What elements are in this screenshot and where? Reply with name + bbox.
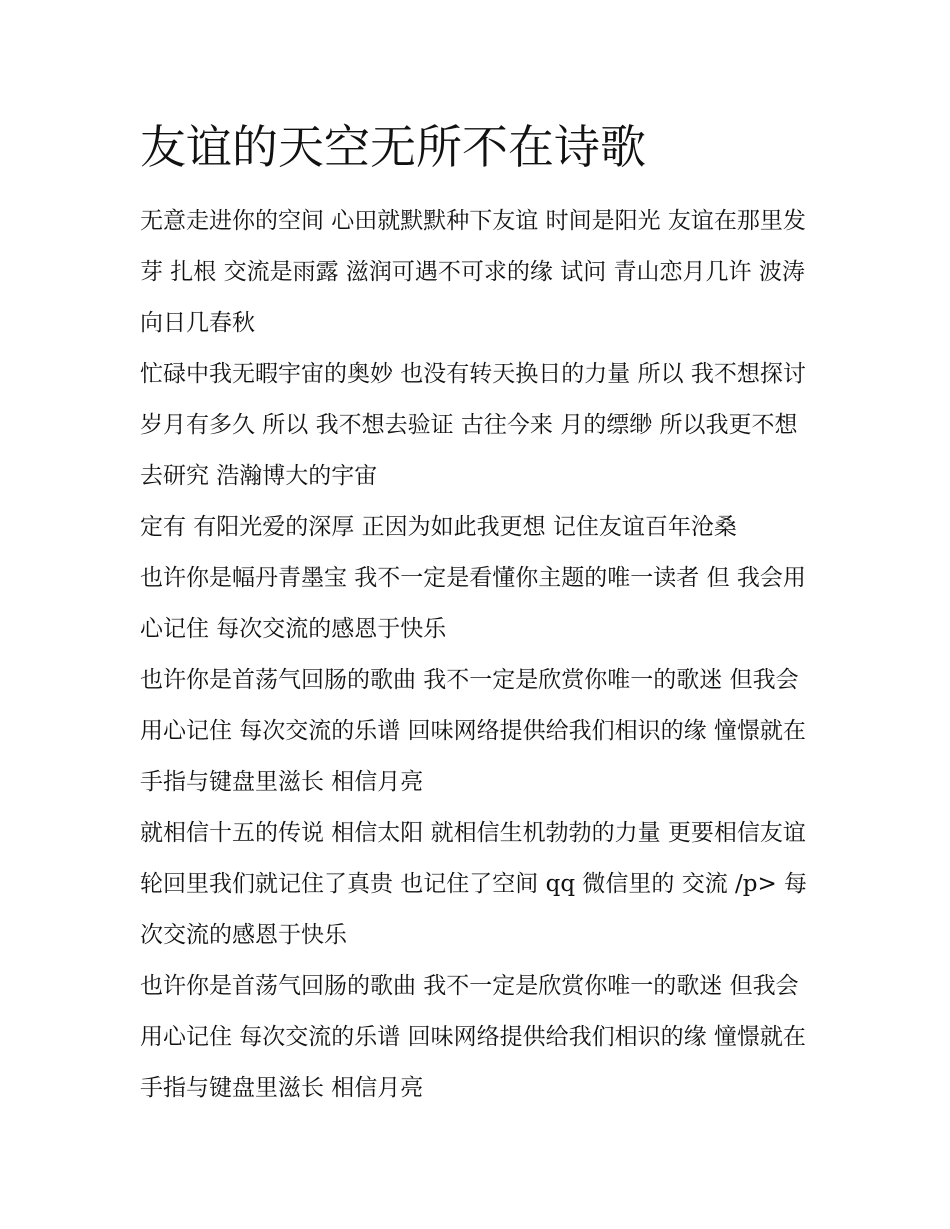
document-body xyxy=(140,196,810,1114)
paragraph-6: 就相信十五的传说 相信太阳 就相信生机勃勃的力量 更要相信友谊 轮回里我们就记住了真贵 也记住了空间 qq 微信里的 交流 /p> 每次交流的感恩于快乐 xyxy=(140,820,808,948)
paragraph-7: 也许你是首荡气回肠的歌曲 我不一定是欣赏你唯一的歌迷 但我会用心记住 每次交流的乐谱 回味网络提供给我们相识的缘 憧憬就在手指与键盘里滋长 相信月亮 xyxy=(140,973,806,1101)
paragraph-4: 也许你是幅丹青墨宝 我不一定是看懂你主题的唯一读者 但 我会用心记住 每次交流的感恩于快乐 xyxy=(140,565,806,642)
paragraph-3: 定有 有阳光爱的深厚 正因为如此我更想 记住友谊百年沧桑 xyxy=(140,514,737,540)
document-title: 友谊的天空无所不在诗歌 xyxy=(140,120,646,174)
paragraph-5: 也许你是首荡气回肠的歌曲 我不一定是欣赏你唯一的歌迷 但我会用心记住 每次交流的乐谱 回味网络提供给我们相识的缘 憧憬就在手指与键盘里滋长 相信月亮 xyxy=(140,667,806,795)
paragraph-2: 忙碌中我无暇宇宙的奥妙 也没有转天换日的力量 所以 我不想探讨 岁月有多久 所以 我不想去验证 古往今来 月的缥缈 所以我更不想去研究 浩瀚博大的宇宙 xyxy=(140,361,806,489)
document-page xyxy=(140,0,810,1114)
paragraph-1: 无意走进你的空间 心田就默默种下友谊 时间是阳光 友谊在那里发芽 扎根 交流是雨露 滋润可遇不可求的缘 试问 青山恋月几许 波涛向日几春秋 xyxy=(140,208,806,336)
